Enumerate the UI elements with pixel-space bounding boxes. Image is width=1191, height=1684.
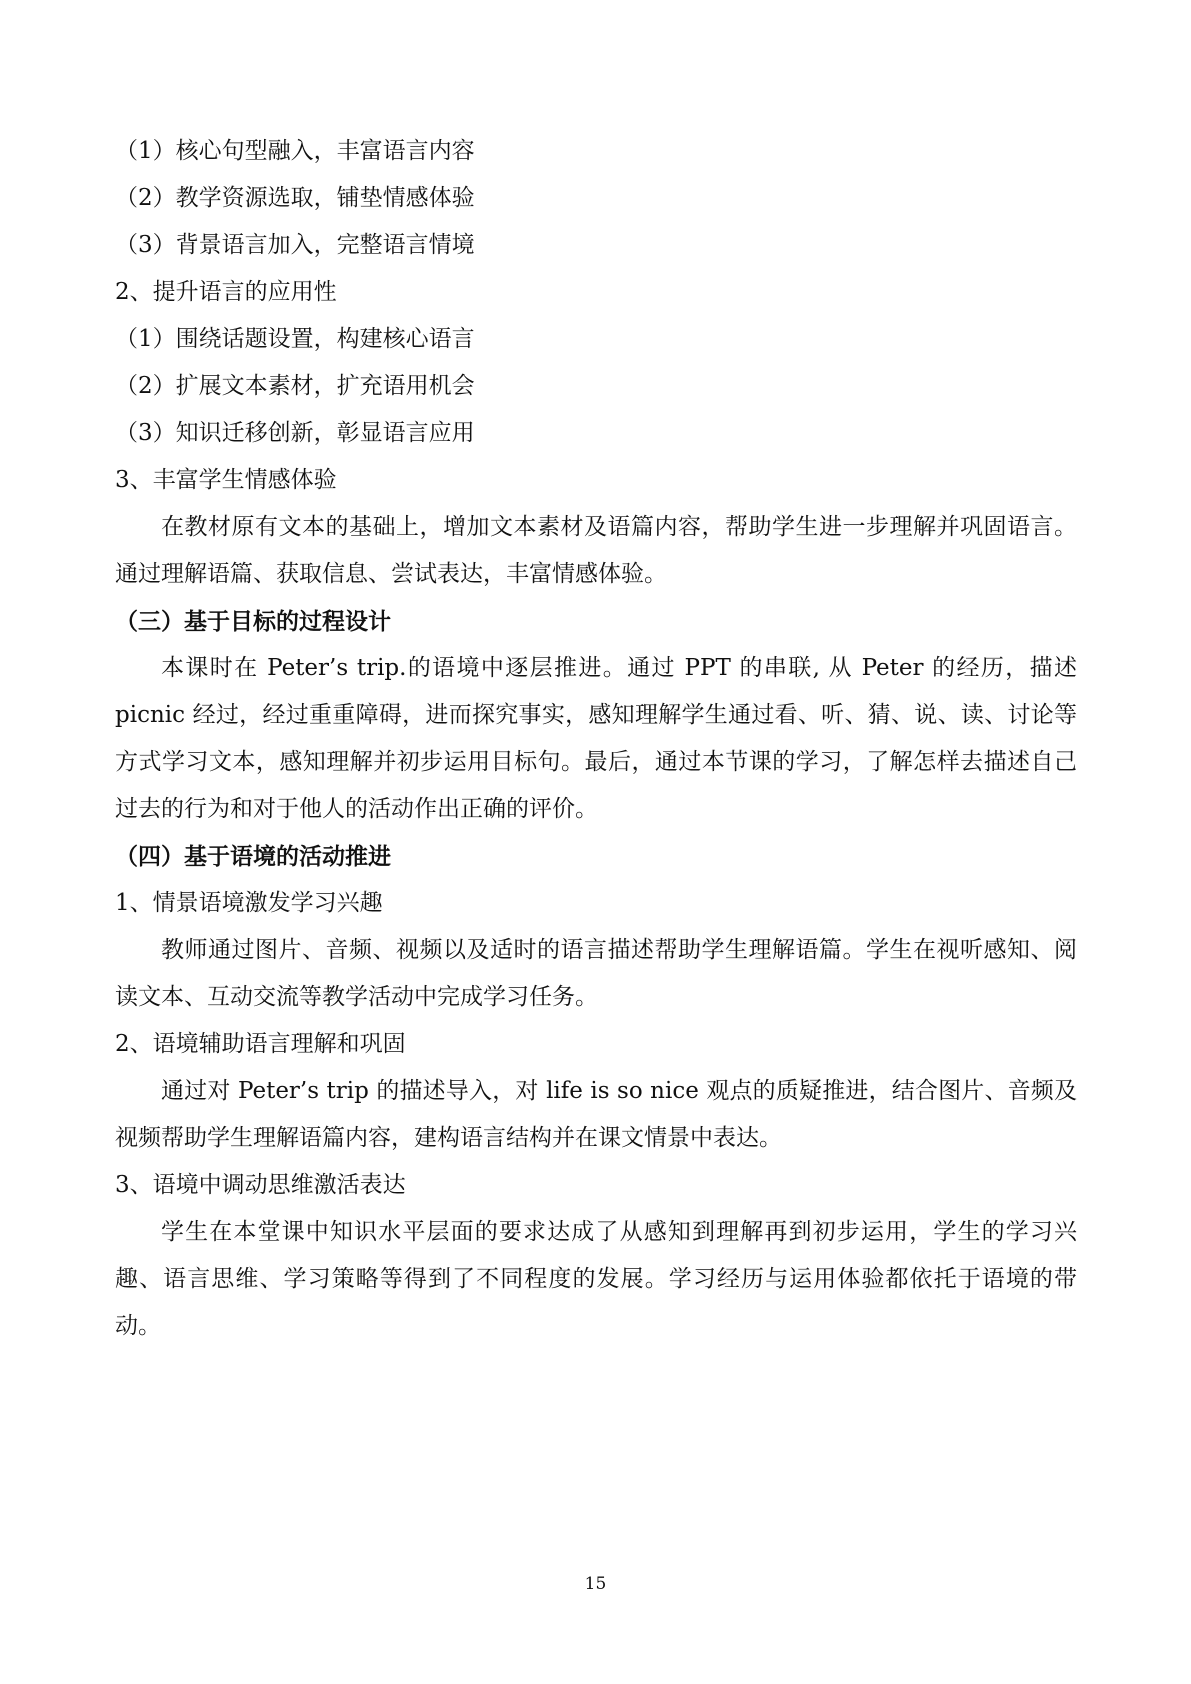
body-paragraph: 教师通过图片、音频、视频以及适时的语言描述帮助学生理解语篇。学生在视听感知、阅读文本、互动交流等教学活动中完成学习任务。: [115, 937, 1077, 1010]
list-item: （1）核心句型融入，丰富语言内容: [115, 138, 475, 164]
body-paragraph: 本课时在 Peter’s trip.的语境中逐层推进。通过 PPT 的串联, 从 Peter 的经历，描述 picnic 经过，经过重重障碍，进而探究事实，感知理解学生通过看、听、猜、说、读、讨论等方式学习文本，感知理解并初步运用目标句。最后，通过本节课的学习，了解怎样去描述自己过去的行为和对于他人的活动作出正确的评价。: [115, 655, 1077, 822]
list-item: （3）知识迁移创新，彰显语言应用: [115, 420, 475, 446]
page-number: 15: [584, 1574, 607, 1594]
page-content: [115, 128, 1077, 1350]
point-title: 2、语境辅助语言理解和巩固: [115, 1031, 406, 1057]
body-paragraph: 通过对 Peter’s trip 的描述导入，对 life is so nice 观点的质疑推进，结合图片、音频及视频帮助学生理解语篇内容，建构语言结构并在课文情景中表达。: [115, 1078, 1077, 1151]
point-title: 3、语境中调动思维激活表达: [115, 1172, 406, 1198]
list-item: （2）教学资源选取，铺垫情感体验: [115, 185, 475, 211]
list-item: （2）扩展文本素材，扩充语用机会: [115, 373, 475, 399]
point-title: 3、丰富学生情感体验: [115, 467, 337, 493]
section-heading: （三）基于目标的过程设计: [115, 608, 391, 635]
list-item: （3）背景语言加入，完整语言情境: [115, 232, 475, 258]
section-heading: （四）基于语境的活动推进: [115, 843, 391, 870]
body-paragraph: 在教材原有文本的基础上，增加文本素材及语篇内容，帮助学生进一步理解并巩固语言。通过理解语篇、获取信息、尝试表达，丰富情感体验。: [115, 514, 1077, 587]
body-paragraph: 学生在本堂课中知识水平层面的要求达成了从感知到理解再到初步运用，学生的学习兴趣、语言思维、学习策略等得到了不同程度的发展。学习经历与运用体验都依托于语境的带动。: [115, 1219, 1077, 1339]
point-title: 2、提升语言的应用性: [115, 279, 337, 305]
point-title: 1、情景语境激发学习兴趣: [115, 890, 383, 916]
list-item: （1）围绕话题设置，构建核心语言: [115, 326, 475, 352]
